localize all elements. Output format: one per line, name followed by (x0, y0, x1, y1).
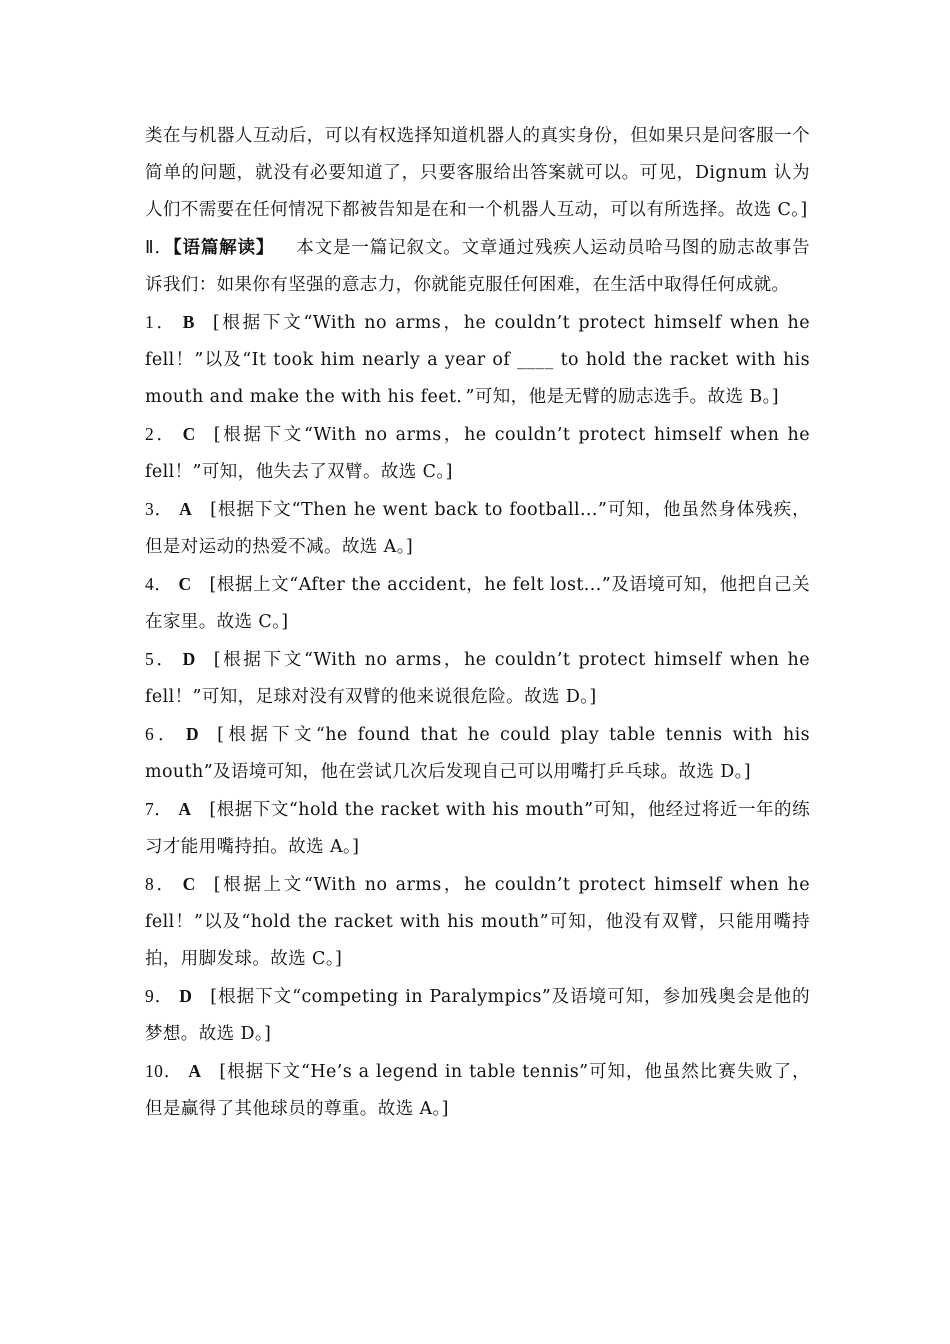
answer-item (145, 716, 810, 791)
answer-number: 3． (145, 499, 174, 519)
section-2-summary (145, 229, 810, 304)
answer-item (145, 641, 810, 716)
answer-letter: D (186, 724, 200, 744)
section-numeral: Ⅱ． (145, 237, 173, 257)
answer-number: 5． (145, 649, 177, 669)
answer-letter: C (182, 874, 196, 894)
answer-item (145, 866, 810, 978)
answer-item (145, 416, 810, 491)
answer-number: 8． (145, 874, 177, 894)
answer-explanation: [根据下文“With no arms，he couldn’t protect himself when he fell！”可知，足球对没有双臂的他来说很危险。故选 D。] (145, 650, 810, 707)
section-summary-text: 本文是一篇记叙文。文章通过残疾人运动员哈马图的励志故事告诉我们：如果你有坚强的意志力，你就能克服任何困难，在生活中取得任何成就。 (145, 238, 810, 295)
answer-letter: A (179, 499, 193, 519)
answer-explanation: [根据下文“Then he went back to football...”可知，他虽然身体残疾，但是对运动的热爱不减。故选 A。] (145, 500, 810, 557)
answer-item (145, 491, 810, 566)
answer-letter: D (182, 649, 196, 669)
answer-explanation: [根据下文“With no arms，he couldn’t protect himself when he fell！”可知，他失去了双臂。故选 C。] (145, 425, 810, 482)
answer-item (145, 566, 810, 641)
answer-number: 6． (145, 724, 181, 744)
answer-letter: B (182, 312, 195, 332)
answer-letter: A (178, 799, 192, 819)
answer-number: 9． (145, 986, 174, 1006)
answer-item (145, 791, 810, 866)
answer-explanation: [根据上文“With no arms，he couldn’t protect himself when he fell！”以及“hold the racket with his mouth”可知，他没有双臂，只能用嘴持拍，用脚发球。故选 C。] (145, 875, 810, 969)
answer-letter: A (188, 1061, 202, 1081)
answer-number: 7． (145, 799, 173, 819)
answer-number: 2． (145, 424, 177, 444)
answer-letter: C (182, 424, 196, 444)
answer-item (145, 978, 810, 1053)
answer-item (145, 304, 810, 416)
document-page (145, 118, 810, 1128)
answer-number: 4． (145, 574, 173, 594)
section-tag: 【语篇解读】 (172, 238, 275, 258)
answer-explanation: [根据下文“With no arms，he couldn’t protect himself when he fell！”以及“It took him nearly a year of ____ to hold the racket with his mouth and make the with his feet．”可知，他是无臂的励志选手。故选 B。] (145, 313, 810, 407)
answer-explanation: [根据下文“competing in Paralympics”及语境可知，参加残奥会是他的梦想。故选 D。] (145, 987, 810, 1044)
answer-explanation: [根据下文“He’s a legend in table tennis”可知，他虽然比赛失败了，但是赢得了其他球员的尊重。故选 A。] (145, 1062, 811, 1119)
answer-letter: C (178, 574, 192, 594)
intro-paragraph: 类在与机器人互动后，可以有权选择知道机器人的真实身份，但如果只是问客服一个简单的问题，就没有必要知道了，只要客服给出答案就可以。可见，Dignum 认为人们不需要在任何情况下都被告知是在和一个机器人互动，可以有所选择。故选 C。] (145, 126, 810, 220)
answer-letter: D (179, 986, 193, 1006)
answer-explanation: [根据下文“he found that he could play table tennis with his mouth”及语境可知，他在尝试几次后发现自己可以用嘴打乒乓球。故选 D。] (145, 725, 810, 782)
answer-explanation: [根据上文“After the accident，he felt lost...”及语境可知，他把自己关在家里。故选 C。] (145, 575, 810, 632)
answer-explanation: [根据下文“hold the racket with his mouth”可知，他经过将近一年的练习才能用嘴持拍。故选 A。] (145, 800, 810, 857)
answer-number: 10． (145, 1061, 183, 1081)
answer-item (145, 1053, 810, 1128)
answer-number: 1． (145, 312, 177, 332)
